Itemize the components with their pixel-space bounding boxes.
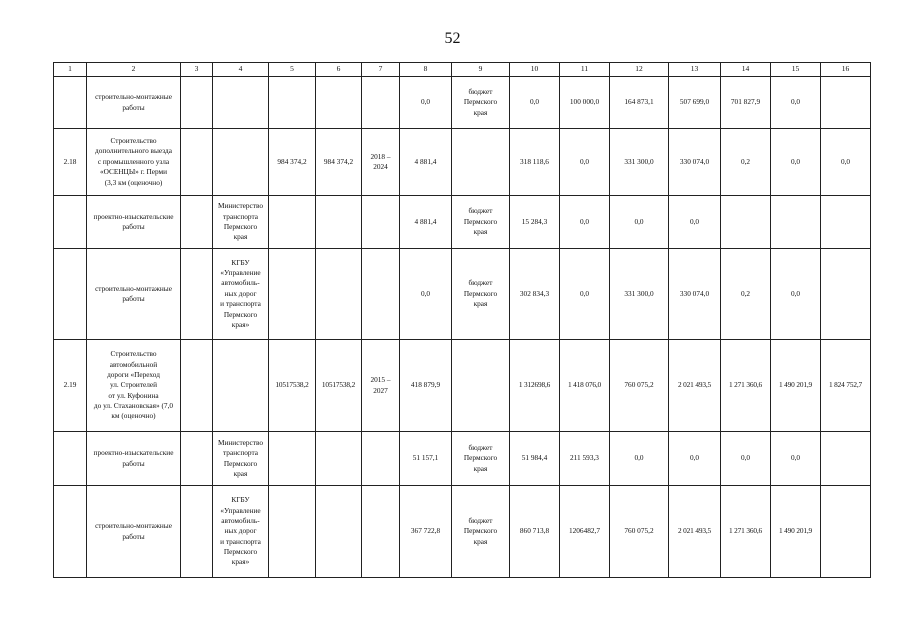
table-row (54, 196, 871, 249)
table-cell (213, 129, 269, 196)
table-cell: 1 824 752,7 (821, 340, 871, 432)
table-cell: 0,0 (771, 432, 821, 486)
table-cell (181, 249, 213, 340)
table-cell: строительно-монтажные работы (87, 486, 181, 578)
table-cell: бюджет Пермского края (452, 77, 510, 129)
table-cell (54, 486, 87, 578)
table-cell: 984 374,2 (269, 129, 316, 196)
table-cell: 0,2 (721, 249, 771, 340)
table-cell: 4 881,4 (400, 129, 452, 196)
table-cell: проектно-изыскательские работы (87, 432, 181, 486)
table-cell: 331 300,0 (610, 249, 669, 340)
table-cell (181, 129, 213, 196)
table-cell: 0,0 (400, 77, 452, 129)
table-cell (721, 196, 771, 249)
table-cell (269, 432, 316, 486)
table-cell (181, 77, 213, 129)
table-cell: 701 827,9 (721, 77, 771, 129)
table-cell: 51 157,1 (400, 432, 452, 486)
header-cell: 9 (452, 63, 510, 77)
table-cell: бюджет Пермского края (452, 432, 510, 486)
table-cell (362, 196, 400, 249)
table-cell: 0,0 (771, 249, 821, 340)
table-cell: 330 074,0 (669, 249, 721, 340)
header-cell: 3 (181, 63, 213, 77)
table-cell: 860 713,8 (510, 486, 560, 578)
table-row (54, 432, 871, 486)
header-cell: 6 (316, 63, 362, 77)
table-cell: 330 074,0 (669, 129, 721, 196)
table-cell: 318 118,6 (510, 129, 560, 196)
table-cell (316, 77, 362, 129)
header-cell: 2 (87, 63, 181, 77)
header-cell: 12 (610, 63, 669, 77)
table-cell: 211 593,3 (560, 432, 610, 486)
table-cell: 0,0 (560, 249, 610, 340)
table-cell: 1 490 201,9 (771, 486, 821, 578)
table-row (54, 77, 871, 129)
header-cell: 1 (54, 63, 87, 77)
header-cell: 8 (400, 63, 452, 77)
table-cell (54, 432, 87, 486)
header-cell: 14 (721, 63, 771, 77)
table-cell: 2015 – 2027 (362, 340, 400, 432)
table-cell (362, 249, 400, 340)
table-cell: Строительство автомобильной дороги «Переход ул. Строителей от ул. Куфонина до ул. Стахановская» (7,0 км (оценочно) (87, 340, 181, 432)
table-cell: 0,0 (721, 432, 771, 486)
table-cell: 0,0 (560, 196, 610, 249)
table-cell (821, 432, 871, 486)
table-cell (316, 486, 362, 578)
table-cell: строительно-монтажные работы (87, 249, 181, 340)
table-cell: 2.19 (54, 340, 87, 432)
table-cell: 2.18 (54, 129, 87, 196)
table-cell: 418 879,9 (400, 340, 452, 432)
header-row (54, 63, 871, 77)
table-cell (213, 77, 269, 129)
table-cell: 10517538,2 (269, 340, 316, 432)
table-cell: 0,2 (721, 129, 771, 196)
table-cell: бюджет Пермского края (452, 249, 510, 340)
table-cell (54, 249, 87, 340)
table-row (54, 486, 871, 578)
table-cell (452, 340, 510, 432)
table-cell (821, 77, 871, 129)
table-cell: 0,0 (669, 196, 721, 249)
table-cell: 367 722,8 (400, 486, 452, 578)
table-cell (181, 340, 213, 432)
table-cell: 1206482,7 (560, 486, 610, 578)
header-cell: 5 (269, 63, 316, 77)
table-cell (821, 196, 871, 249)
table-cell (316, 249, 362, 340)
table-cell: 2018 – 2024 (362, 129, 400, 196)
table-cell: КГБУ «Управление автомобиль- ных дорог и транспорта Пермского края» (213, 249, 269, 340)
table-cell (54, 77, 87, 129)
table-cell: Министерство транспорта Пермского края (213, 196, 269, 249)
table-cell (181, 432, 213, 486)
table-cell: 0,0 (610, 432, 669, 486)
table-cell: КГБУ «Управление автомобиль- ных дорог и транспорта Пермского края» (213, 486, 269, 578)
table-cell: 1 418 076,0 (560, 340, 610, 432)
table-row (54, 249, 871, 340)
header-cell: 16 (821, 63, 871, 77)
table-cell (362, 77, 400, 129)
table-cell: 331 300,0 (610, 129, 669, 196)
table-cell (181, 486, 213, 578)
table-cell (181, 196, 213, 249)
table-cell: 302 834,3 (510, 249, 560, 340)
header-cell: 10 (510, 63, 560, 77)
table-cell (316, 432, 362, 486)
table-cell (362, 432, 400, 486)
table-cell: 984 374,2 (316, 129, 362, 196)
table-cell: 100 000,0 (560, 77, 610, 129)
table-cell: 1 271 360,6 (721, 486, 771, 578)
table-cell: 164 873,1 (610, 77, 669, 129)
table-cell (54, 196, 87, 249)
table-cell: 10517538,2 (316, 340, 362, 432)
table-cell (316, 196, 362, 249)
table-cell: 15 284,3 (510, 196, 560, 249)
table-cell: Строительство дополнительного выезда с промышленного узла «ОСЕНЦЫ» г. Перми (3,3 км (оценочно) (87, 129, 181, 196)
table-cell (213, 340, 269, 432)
table-cell (821, 486, 871, 578)
table-cell: 0,0 (510, 77, 560, 129)
table-row (54, 340, 871, 432)
table-cell: 0,0 (610, 196, 669, 249)
table-cell (821, 249, 871, 340)
header-cell: 7 (362, 63, 400, 77)
table-cell: 4 881,4 (400, 196, 452, 249)
table-cell (269, 77, 316, 129)
table-row (54, 129, 871, 196)
table-cell (452, 129, 510, 196)
table-cell: 0,0 (400, 249, 452, 340)
table-cell: 2 021 493,5 (669, 486, 721, 578)
table-cell (269, 486, 316, 578)
table-cell: 0,0 (771, 77, 821, 129)
table-cell: 1 490 201,9 (771, 340, 821, 432)
header-cell: 11 (560, 63, 610, 77)
table-cell (362, 486, 400, 578)
table-cell: 760 075,2 (610, 340, 669, 432)
table-cell: 0,0 (821, 129, 871, 196)
header-cell: 15 (771, 63, 821, 77)
header-cell: 13 (669, 63, 721, 77)
table-cell: 0,0 (560, 129, 610, 196)
table-cell: бюджет Пермского края (452, 196, 510, 249)
table-cell: проектно-изыскательские работы (87, 196, 181, 249)
table-cell: 51 984,4 (510, 432, 560, 486)
table-cell: 760 075,2 (610, 486, 669, 578)
header-cell: 4 (213, 63, 269, 77)
table-cell: 1 271 360,6 (721, 340, 771, 432)
table-cell: Министерство транспорта Пермского края (213, 432, 269, 486)
table-cell (269, 249, 316, 340)
table-cell: 507 699,0 (669, 77, 721, 129)
page-number: 52 (444, 30, 461, 47)
table-cell: бюджет Пермского края (452, 486, 510, 578)
table-cell: 0,0 (669, 432, 721, 486)
table-cell: строительно-монтажные работы (87, 77, 181, 129)
table-cell (771, 196, 821, 249)
table-cell: 1 312698,6 (510, 340, 560, 432)
table-cell: 0,0 (771, 129, 821, 196)
table-cell (269, 196, 316, 249)
program-table (53, 62, 871, 578)
table-cell: 2 021 493,5 (669, 340, 721, 432)
